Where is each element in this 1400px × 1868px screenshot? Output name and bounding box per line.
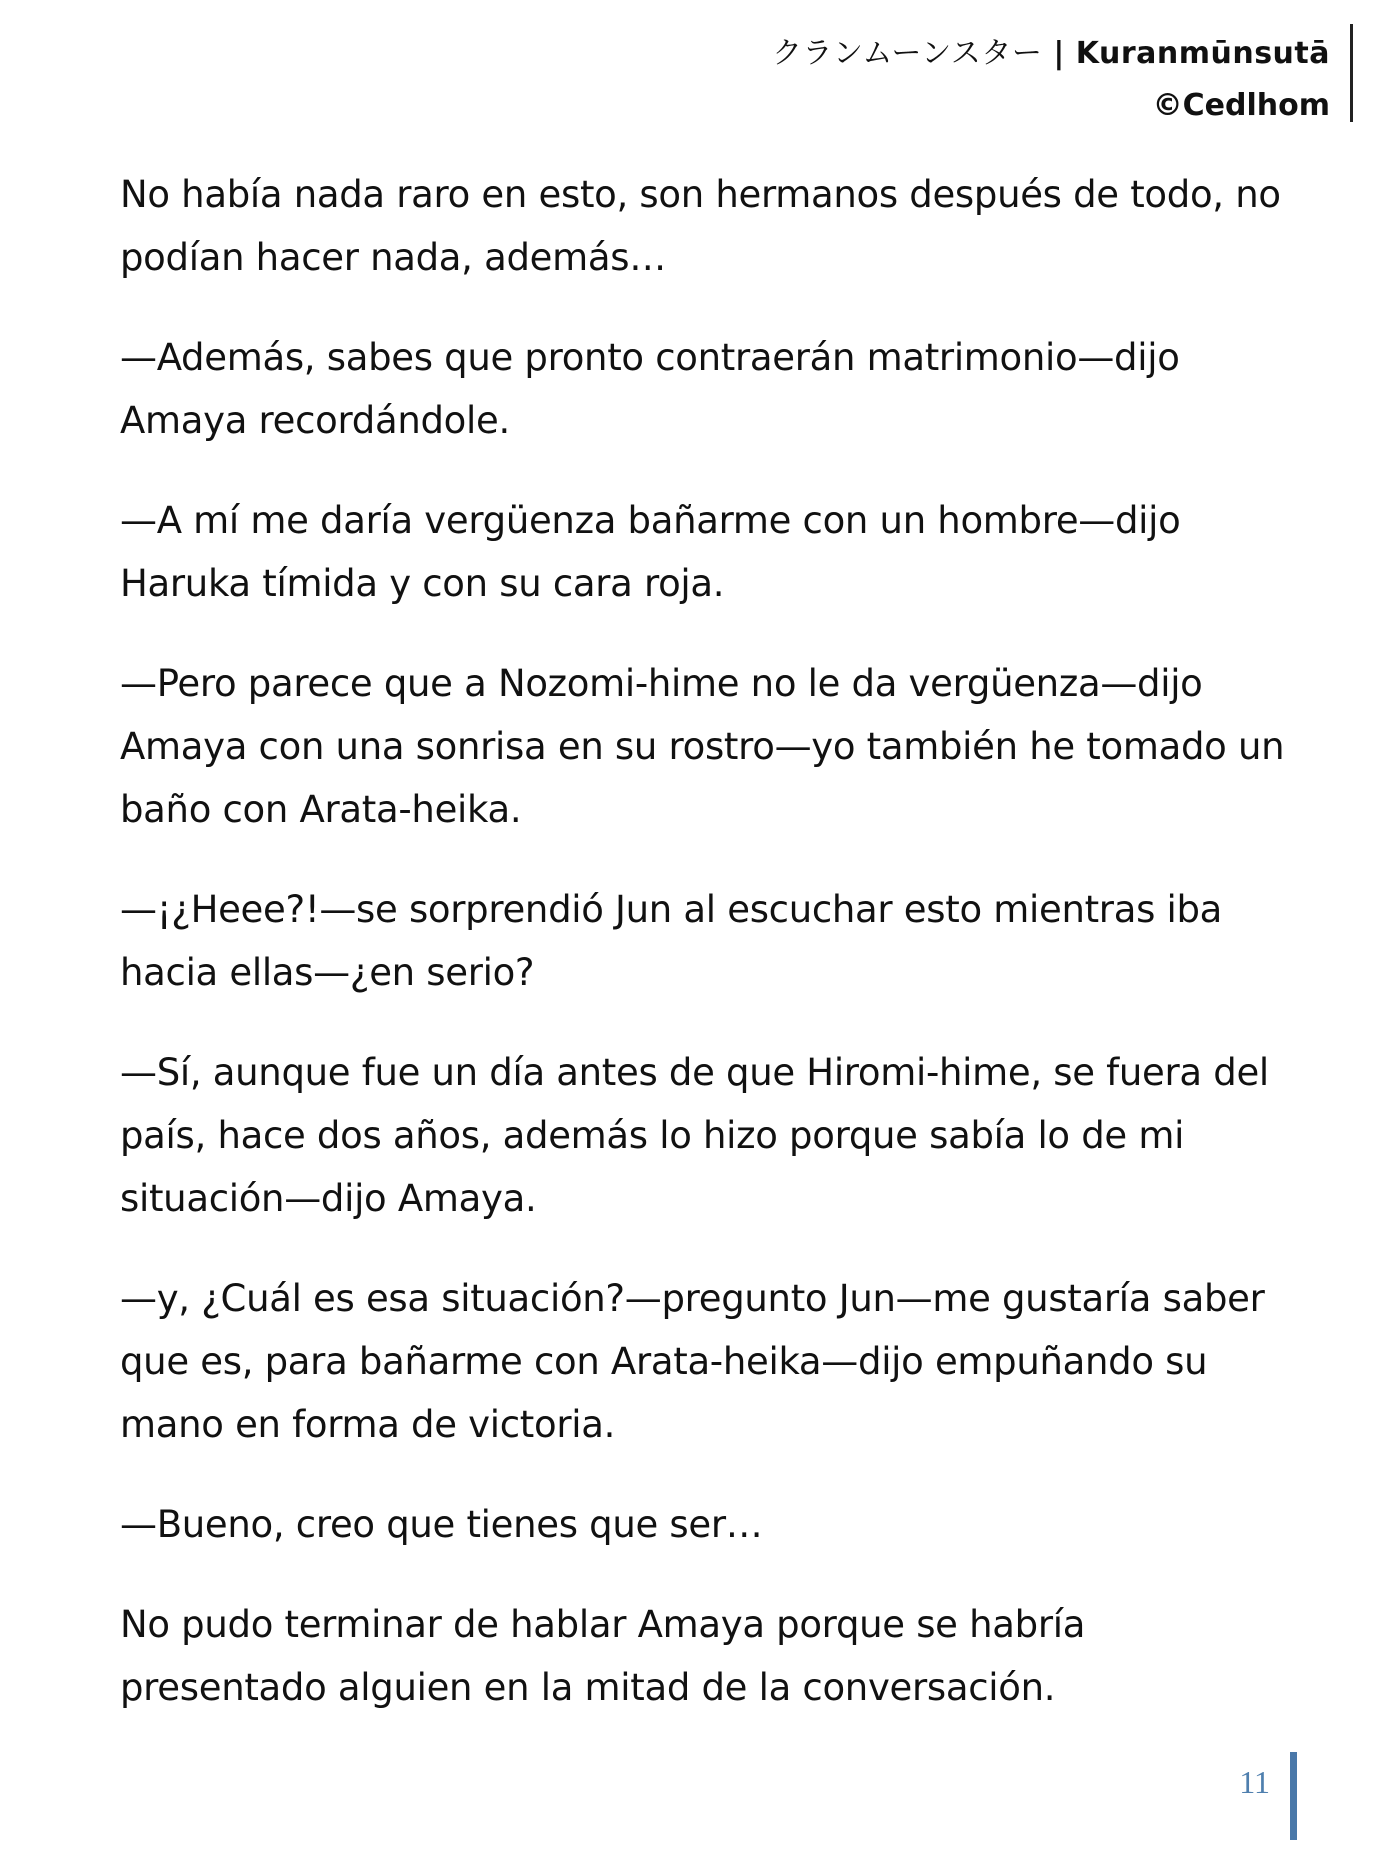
- paragraph: —Sí, aunque fue un día antes de que Hiromi-hime, se fuera del país, hace dos años, además lo hizo porque sabía lo de mi situación—dijo Amaya.: [120, 1051, 1269, 1220]
- paragraph: No pudo terminar de hablar Amaya porque se habría presentado alguien en la mitad de la conversación.: [120, 1603, 1086, 1709]
- paragraph: —Pero parece que a Nozomi-hime no le da vergüenza—dijo Amaya con una sonrisa en su rostro—yo también he tomado un baño con Arata-heika.: [120, 662, 1285, 831]
- page-header: [772, 28, 1330, 132]
- header-vertical-rule: [1350, 24, 1353, 122]
- paragraph: —y, ¿Cuál es esa situación?—pregunto Jun—me gustaría saber que es, para bañarme con Arata-heika—dijo empuñando su mano en forma de victoria.: [120, 1277, 1265, 1446]
- paragraph: —¡¿Heee?!—se sorprendió Jun al escuchar esto mientras iba hacia ellas—¿en serio?: [120, 888, 1223, 994]
- header-separator: |: [1053, 36, 1065, 71]
- paragraph: —Además, sabes que pronto contraerán matrimonio—dijo Amaya recordándole.: [120, 336, 1180, 442]
- page-number: 11: [1239, 1764, 1270, 1800]
- copyright-notice: ©Cedlhom: [1152, 88, 1330, 123]
- series-title-japanese: クランムーンスター: [772, 36, 1043, 71]
- page-body: [120, 163, 1300, 1756]
- paragraph: —Bueno, creo que tienes que ser…: [120, 1503, 763, 1546]
- series-title: [772, 28, 1330, 80]
- paragraph: —A mí me daría vergüenza bañarme con un hombre—dijo Haruka tímida y con su cara roja.: [120, 499, 1181, 605]
- paragraph: No había nada raro en esto, son hermanos después de todo, no podían hacer nada, además…: [120, 173, 1281, 279]
- series-title-romaji: Kuranmūnsutā: [1075, 36, 1330, 71]
- page-number-rule: [1290, 1752, 1297, 1840]
